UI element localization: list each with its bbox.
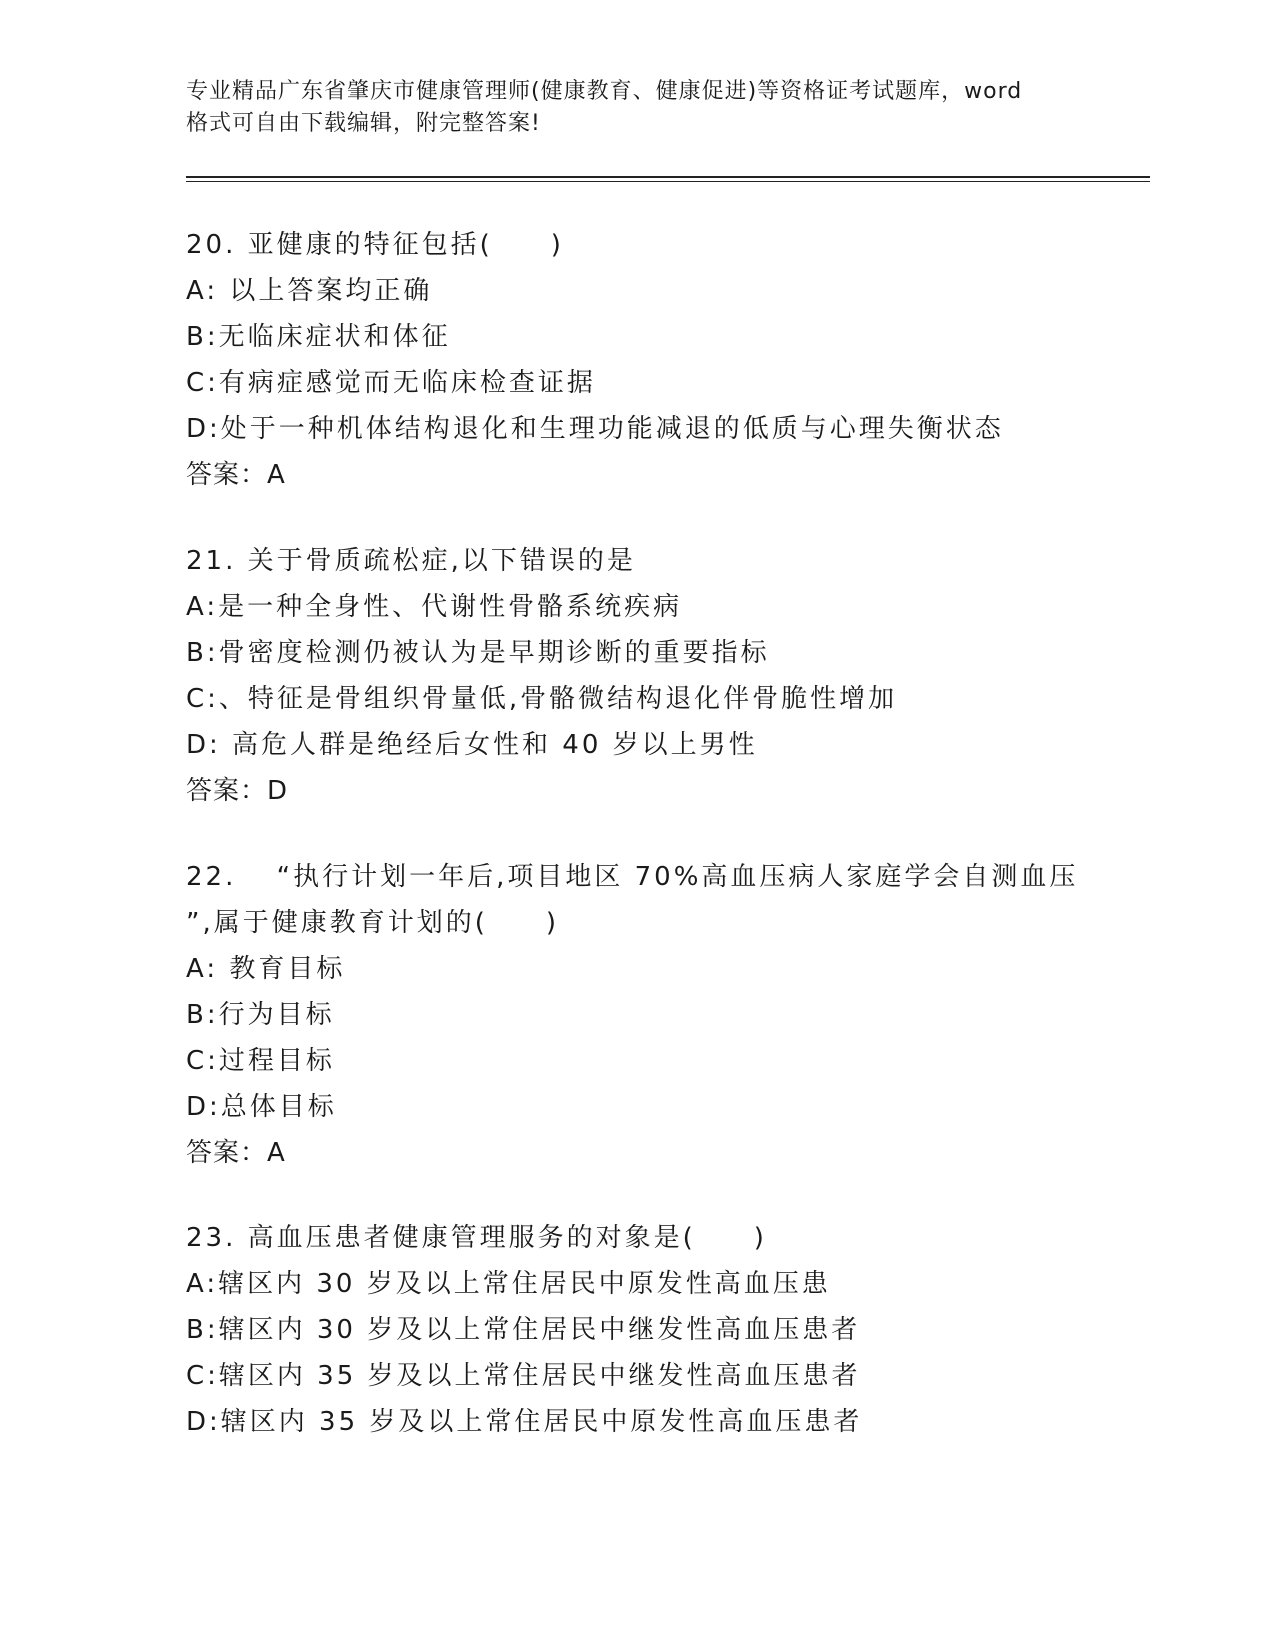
question-21 [186,538,1086,814]
header-line-1: 专业精品广东省肇庆市健康管理师(健康教育、健康促进)等资格证考试题库，word [186,79,1023,104]
header-divider-thin [186,181,1150,182]
question-stem-line-1: 22. “执行计划一年后,项目地区 70%高血压病人家庭学会自测血压 [186,862,1079,892]
option-b [186,630,1086,676]
question-stem-line-2: ”,属于健康教育计划的( ) [186,908,560,938]
question-stem: 23. 高血压患者健康管理服务的对象是( ) [186,1223,767,1253]
option-c [186,1353,1086,1399]
option-text: 辖区内 30 岁及以上常住居民中原发性高血压患 [218,1269,831,1299]
option-text: 总体目标 [220,1092,337,1122]
option-text: 是一种全身性、代谢性骨骼系统疾病 [218,592,683,622]
header-divider-thick [186,176,1150,178]
option-key: A: [186,954,219,984]
option-c [186,1038,1086,1084]
option-key: D: [186,1407,221,1437]
question-20 [186,222,1086,498]
option-b [186,314,1086,360]
option-c [186,676,1086,722]
option-text: 高危人群是绝经后女性和 40 岁以上男性 [220,730,758,760]
option-key: C: [186,1046,219,1076]
option-text: 辖区内 35 岁及以上常住居民中继发性高血压患者 [218,1361,861,1391]
option-key: A: [186,592,219,622]
option-a [186,268,1086,314]
option-key: A: [186,1269,219,1299]
option-text: 有病症感觉而无临床检查证据 [218,368,596,398]
option-text: 辖区内 35 岁及以上常住居民中原发性高血压患者 [220,1407,863,1437]
answer-label: 答案：D [186,776,289,806]
option-d [186,1084,1086,1130]
option-key: A: [186,276,219,306]
option-text: 辖区内 30 岁及以上常住居民中继发性高血压患者 [218,1315,861,1345]
question-23 [186,1215,1086,1445]
answer-label: 答案：A [186,460,286,490]
option-key: B: [186,638,219,668]
answer-label: 答案：A [186,1138,286,1168]
option-text: 行为目标 [218,1000,335,1030]
option-d [186,722,1086,768]
option-key: C: [186,1361,219,1391]
option-a [186,1261,1086,1307]
option-c [186,360,1086,406]
option-text: 以上答案均正确 [218,276,433,306]
option-text: 、特征是骨组织骨量低,骨骼微结构退化伴骨脆性增加 [218,684,898,714]
option-d [186,1399,1086,1445]
option-key: B: [186,1315,219,1345]
option-b [186,992,1086,1038]
question-22 [186,854,1086,1176]
option-text: 过程目标 [218,1046,335,1076]
option-key: C: [186,684,219,714]
question-stem: 21. 关于骨质疏松症,以下错误的是 [186,546,636,576]
header-line-2: 格式可自由下载编辑，附完整答案! [186,111,541,136]
option-key: D: [186,730,221,760]
option-a [186,584,1086,630]
option-text: 无临床症状和体征 [218,322,451,352]
option-text: 处于一种机体结构退化和生理功能减退的低质与心理失衡状态 [220,414,1004,444]
option-key: B: [186,322,219,352]
option-text: 骨密度检测仍被认为是早期诊断的重要指标 [218,638,770,668]
option-key: B: [186,1000,219,1030]
question-stem: 20. 亚健康的特征包括( ) [186,230,564,260]
option-d [186,406,1086,452]
document-header [186,76,1086,140]
option-key: D: [186,414,221,444]
option-key: C: [186,368,219,398]
option-b [186,1307,1086,1353]
option-text: 教育目标 [218,954,346,984]
option-a [186,946,1086,992]
option-key: D: [186,1092,221,1122]
